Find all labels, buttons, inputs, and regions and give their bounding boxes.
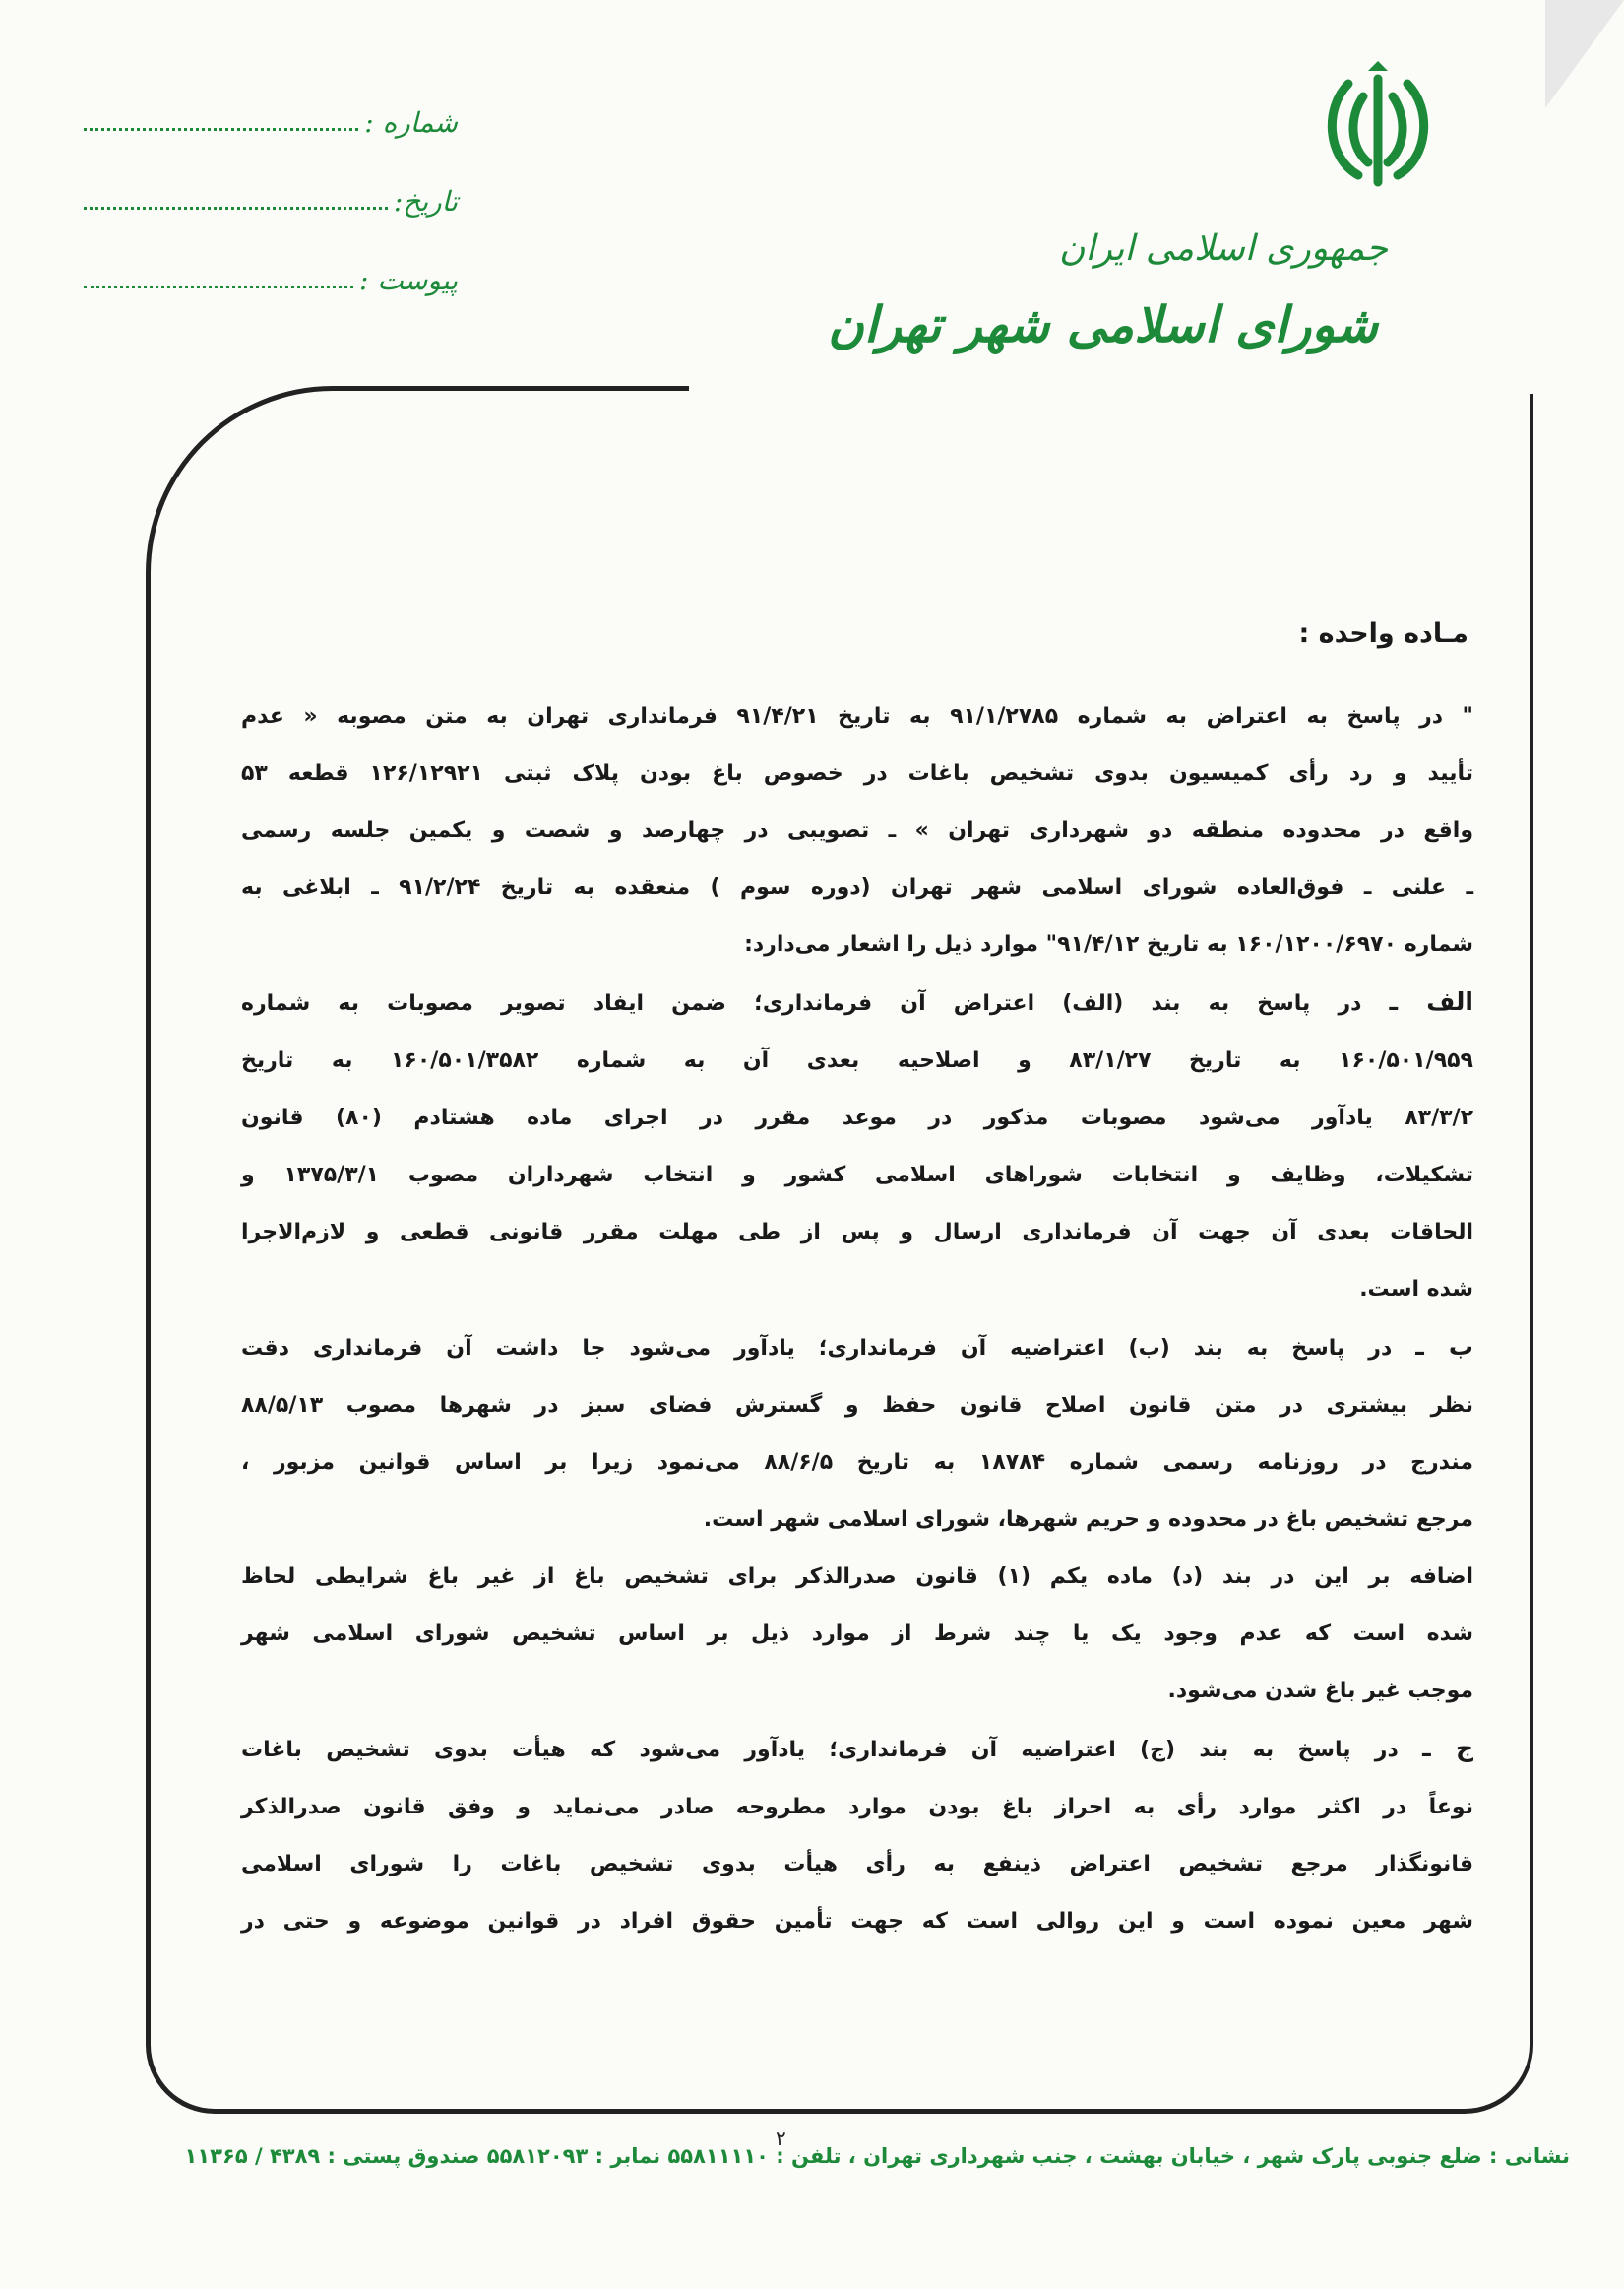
text-line: [241, 1434, 1473, 1492]
council-title: شورای اسلامی شهر تهران: [828, 295, 1378, 353]
date-dotted-line: [84, 205, 388, 210]
text-line: [241, 1663, 1473, 1720]
text-line: [241, 1147, 1473, 1204]
text-line: [241, 1318, 1473, 1377]
text-line: [241, 1090, 1473, 1147]
line-text: شده است که عدم وجود یک یا چند شرط از موارد ذیل بر اساس تشخیص شورای اسلامی شهر: [241, 1621, 1473, 1646]
date-label: تاریخ:: [393, 185, 458, 218]
iran-emblem-icon: [1319, 59, 1437, 197]
clause-label: الف ـ: [1389, 987, 1473, 1016]
number-label: شماره :: [364, 106, 458, 139]
text-line: [241, 1720, 1473, 1779]
number-dotted-line: [84, 126, 358, 131]
text-line: [241, 1492, 1473, 1549]
line-text: مندرج در روزنامه رسمی شماره ۱۸۷۸۴ به تاریخ ۸۸/۶/۵ می‌نمود زیرا بر اساس قوانین مزبور ،: [241, 1450, 1473, 1475]
line-text: نوعاً در اکثر موارد رأی به احراز باغ بودن موارد مطروحه صادر می‌نماید و وفق قانون صدرالذکر: [241, 1795, 1473, 1819]
line-text: اضافه بر این در بند (د) ماده یکم (۱) قانون صدرالذکر برای تشخیص باغ از غیر باغ شرایطی لحاظ: [241, 1564, 1473, 1589]
page-number: ۲: [776, 2127, 786, 2150]
text-line: [241, 1836, 1473, 1893]
addition-paragraph: [241, 1549, 1473, 1720]
line-text: شده است.: [1359, 1277, 1473, 1302]
page-fold-corner: [1545, 0, 1624, 108]
attachment-label: پیوست :: [359, 264, 458, 296]
line-text: مرجع تشخیص باغ در محدوده و حریم شهرها، شورای اسلامی شهر است.: [703, 1507, 1473, 1532]
text-line: [241, 1033, 1473, 1090]
text-line: [241, 974, 1473, 1033]
line-text: تشکیلات، وظایف و انتخابات شوراهای اسلامی کشور و انتخاب شهرداران مصوب ۱۳۷۵/۳/۱ و: [241, 1163, 1473, 1187]
number-field: [84, 106, 458, 139]
line-text: در پاسخ به بند (الف) اعتراض آن فرمانداری؛ ضمن ایفاد تصویر مصوبات به شماره: [241, 991, 1362, 1016]
line-text: قانونگذار مرجع تشخیص اعتراض ذینفع به رأی هیأت بدوی تشخیص باغات را شورای اسلامی: [241, 1852, 1473, 1876]
text-line: [241, 1779, 1473, 1836]
date-field: [84, 185, 458, 218]
line-text: ـ علنی ـ فوق‌العاده شورای اسلامی شهر تهران (دوره سوم ) منعقده به تاریخ ۹۱/۲/۲۴ ـ ابلاغی به: [241, 875, 1473, 900]
line-text: " در پاسخ به اعتراض به شماره ۹۱/۱/۲۷۸۵ به تاریخ ۹۱/۴/۲۱ فرمانداری تهران به متن مصوبه « عدم: [241, 704, 1474, 729]
text-line: [241, 859, 1473, 917]
line-text: واقع در محدوده منطقه دو شهرداری تهران » ـ تصویبی در چهارصد و شصت و یکمین جلسه رسمی: [241, 818, 1473, 843]
text-line: [241, 745, 1473, 802]
section-heading: مـاده واحده :: [1298, 618, 1468, 649]
line-text: تأیید و رد رأی کمیسیون بدوی تشخیص باغات در خصوص باغ بودن پلاک ثبتی ۱۲۶/۱۲۹۲۱ قطعه ۵۳: [241, 761, 1473, 786]
republic-title: جمهوری اسلامی ایران: [1059, 228, 1388, 269]
line-text: شهر معین نموده است و این روالی است که جهت تأمین حقوق افراد در قوانین موضوعه و حتی در: [241, 1909, 1473, 1934]
line-text: ۸۳/۳/۲ یادآور می‌شود مصوبات مذکور در موعد مقرر در اجرای ماده هشتادم (۸۰) قانون: [241, 1106, 1473, 1130]
document-body: [241, 618, 1473, 1950]
clause-label: ج ـ: [1422, 1734, 1473, 1762]
line-text: ۱۶۰/۵۰۱/۹۵۹ به تاریخ ۸۳/۱/۲۷ و اصلاحیه بعدی آن به شماره ۱۶۰/۵۰۱/۳۵۸۲ به تاریخ: [241, 1049, 1473, 1073]
text-line: [241, 688, 1473, 745]
clause-be: [241, 1318, 1473, 1549]
text-line: [241, 1261, 1473, 1318]
text-line: [241, 917, 1473, 974]
text-line: [241, 1204, 1473, 1261]
line-text: در پاسخ به بند (ج) اعتراضیه آن فرمانداری؛ یادآور می‌شود که هیأت بدوی تشخیص باغات: [241, 1738, 1399, 1762]
text-line: [241, 1893, 1473, 1950]
text-line: [241, 1606, 1473, 1663]
text-line: [241, 1377, 1473, 1434]
clause-alef: [241, 974, 1473, 1318]
line-text: شماره ۱۶۰/۱۲۰۰/۶۹۷۰ به تاریخ ۹۱/۴/۱۲" موارد ذیل را اشعار می‌دارد:: [744, 932, 1473, 957]
intro-paragraph: [241, 688, 1473, 974]
clause-jim: [241, 1720, 1473, 1950]
footer-address: نشانی : ضلع جنوبی پارک شهر ، خیابان بهشت ، جنب شهرداری تهران ، تلفن : ۵۵۸۱۱۱۱۰ نمابر : ۵۵۸۱۲۰۹۳ صندوق پستی : ۴۳۸۹ / ۱۱۳۶۵: [184, 2144, 1570, 2168]
line-text: الحاقات بعدی آن جهت آن فرمانداری ارسال و پس از طی مهلت مقرر قانونی قطعی و لازم‌الاجرا: [241, 1220, 1473, 1244]
frame-gap: [689, 374, 1535, 394]
attachment-field: [84, 264, 458, 296]
clause-label: ب ـ: [1415, 1332, 1473, 1361]
text-line: [241, 802, 1473, 859]
line-text: نظر بیشتری در متن قانون اصلاح قانون حفظ و گسترش فضای سبز در شهرها مصوب ۸۸/۵/۱۳: [241, 1393, 1473, 1418]
attachment-dotted-line: [84, 284, 353, 288]
line-text: موجب غیر باغ شدن می‌شود.: [1167, 1679, 1473, 1703]
text-line: [241, 1549, 1473, 1606]
line-text: در پاسخ به بند (ب) اعتراضیه آن فرمانداری؛ یادآور می‌شود جا داشت آن فرمانداری دقت: [241, 1336, 1393, 1361]
